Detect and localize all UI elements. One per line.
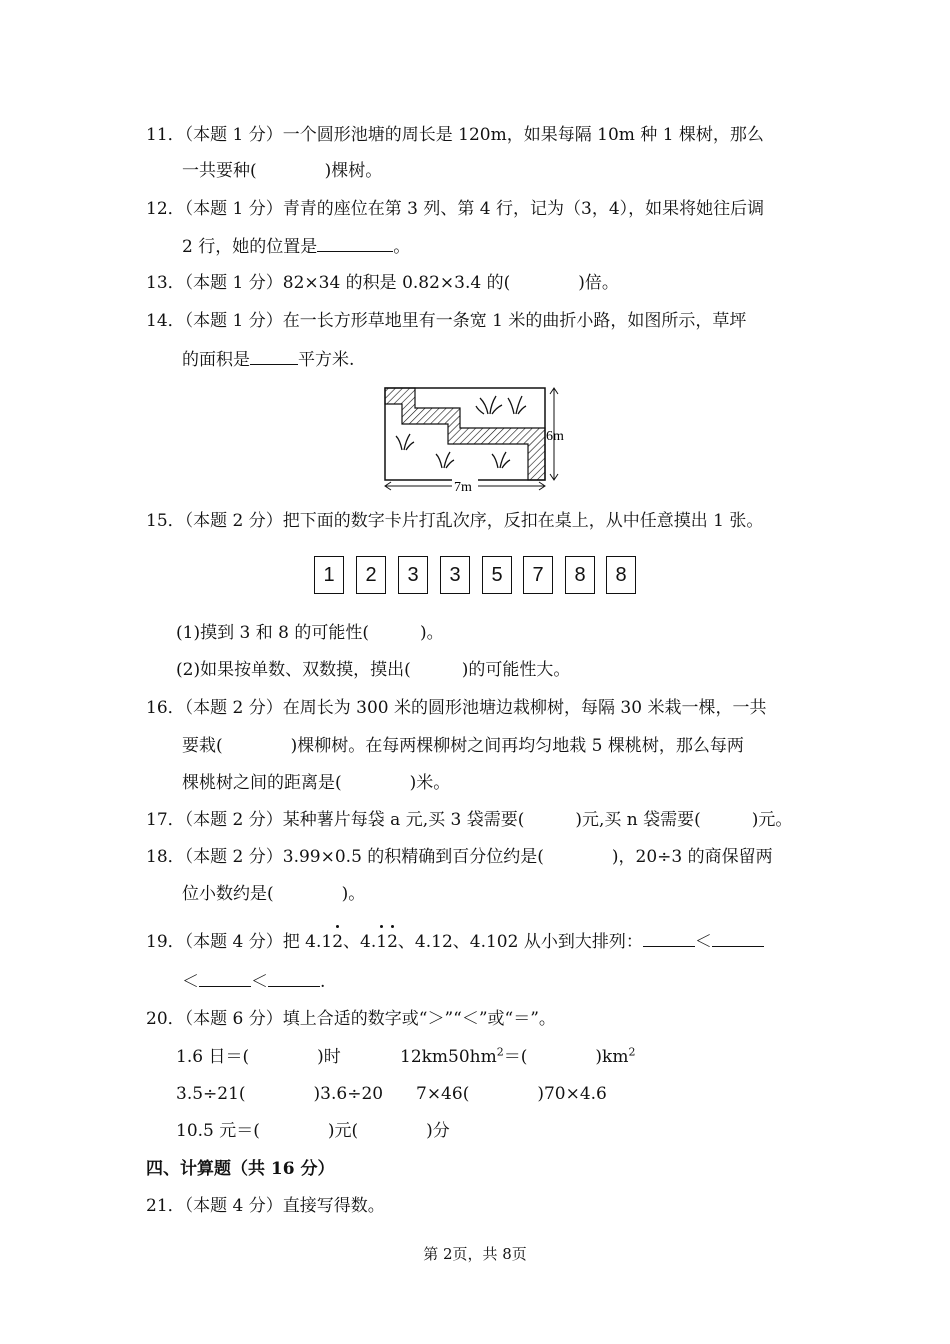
q20-row2-a: 3.5÷21( )3.6÷20: [176, 1084, 384, 1104]
q12-text-a: 2 行，她的位置是: [182, 237, 318, 257]
q16-line3: 棵桃树之间的距离是( )米。: [182, 773, 451, 793]
q12-text-b: 。: [393, 237, 411, 257]
q11-line2: 一共要种( )棵树。: [182, 161, 383, 181]
repeating-decimal-2b: 2: [387, 931, 398, 953]
q19-blank-3: [199, 970, 251, 987]
q16-line2: 要栽( )棵柳树。在每两棵柳树之间再均匀地栽 5 棵桃树，那么每两: [182, 736, 744, 756]
q14-line1: 14．（本题 1 分）在一长方形草地里有一条宽 1 米的曲折小路，如图所示，草坪: [146, 311, 747, 331]
q14-lawn-figure: [380, 382, 580, 494]
q19-lt: ＜: [182, 972, 199, 992]
q20-row1-a: 1.6 日＝( )时: [176, 1047, 341, 1067]
q14-blank: [250, 348, 298, 365]
repeating-decimal-2a: 1: [376, 931, 387, 953]
section-heading: 四、计算题（共 16 分）: [146, 1159, 335, 1179]
q19-blank-1: [643, 930, 695, 947]
q21-line1: 21．（本题 4 分）直接写得数。: [146, 1196, 385, 1216]
q19-end: .: [320, 972, 326, 992]
q19-line2: [182, 970, 325, 993]
number-card: 2: [356, 556, 386, 594]
q20-row3: 10.5 元＝( )元( )分: [176, 1121, 450, 1141]
q19-sep: 、4.: [343, 932, 377, 952]
q13-line1: 13．（本题 1 分）82×34 的积是 0.82×3.4 的( )倍。: [146, 273, 619, 293]
q12-line2: [182, 235, 410, 258]
q19-blank-4: [268, 970, 320, 987]
q15-sub2: (2)如果按单数、双数摸，摸出( )的可能性大。: [176, 660, 571, 680]
q19-prefix: 19．（本题 4 分）把 4.1: [146, 932, 333, 952]
q19-lt: ＜: [694, 932, 712, 952]
q19-line1: [146, 930, 764, 953]
q12-blank: [317, 235, 393, 252]
q18-line2: 位小数约是( )。: [182, 884, 366, 904]
width-label: 7m: [454, 480, 472, 494]
q16-line1: 16．（本题 2 分）在周长为 300 米的圆形池塘边栽柳树，每隔 30 米栽一棵，一共: [146, 698, 767, 718]
q19-rest: 、4.12、4.102 从小到大排列：: [397, 932, 643, 952]
number-card: 8: [565, 556, 595, 594]
number-card: 7: [523, 556, 553, 594]
number-card: 8: [606, 556, 636, 594]
q17-line1: 17．（本题 2 分）某种薯片每袋 a 元,买 3 袋需要( )元,买 n 袋需要( )元。: [146, 810, 793, 830]
q20-row1-b: $12km50hm^2=$( )$km^2$: [400, 1045, 636, 1067]
q11-line1: 11．（本题 1 分）一个圆形池塘的周长是 120m，如果每隔 10m 种 1 棵树，那么: [146, 125, 764, 145]
q14-text-b: 平方米.: [298, 350, 355, 370]
winding-path: [385, 388, 545, 480]
page-footer: 第 2页，共 8页: [423, 1245, 527, 1263]
q12-line1: 12．（本题 1 分）青青的座位在第 3 列、第 4 行，记为（3，4），如果将她往后调: [146, 199, 765, 219]
q14-line2: [182, 348, 354, 371]
q20-row2-b: 7×46( )70×4.6: [416, 1084, 607, 1104]
height-label: 6m: [546, 429, 564, 444]
q20-line1: 20．（本题 6 分）填上合适的数字或“＞”“＜”或“＝”。: [146, 1009, 556, 1029]
q18-line1: 18．（本题 2 分）3.99×0.5 的积精确到百分位约是( )，20÷3 的商保留两: [146, 847, 773, 867]
q19-lt: ＜: [251, 972, 268, 992]
number-card: 3: [440, 556, 470, 594]
number-card: 3: [398, 556, 428, 594]
q15-line1: 15．（本题 2 分）把下面的数字卡片打乱次序，反扣在桌上，从中任意摸出 1 张。: [146, 511, 764, 531]
q14-text-a: 的面积是: [182, 350, 250, 370]
number-card: 1: [314, 556, 344, 594]
number-card: 5: [482, 556, 512, 594]
q19-blank-2: [712, 930, 764, 947]
q15-sub1: (1)摸到 3 和 8 的可能性( )。: [176, 623, 444, 643]
repeating-decimal-1: 2: [332, 931, 343, 953]
